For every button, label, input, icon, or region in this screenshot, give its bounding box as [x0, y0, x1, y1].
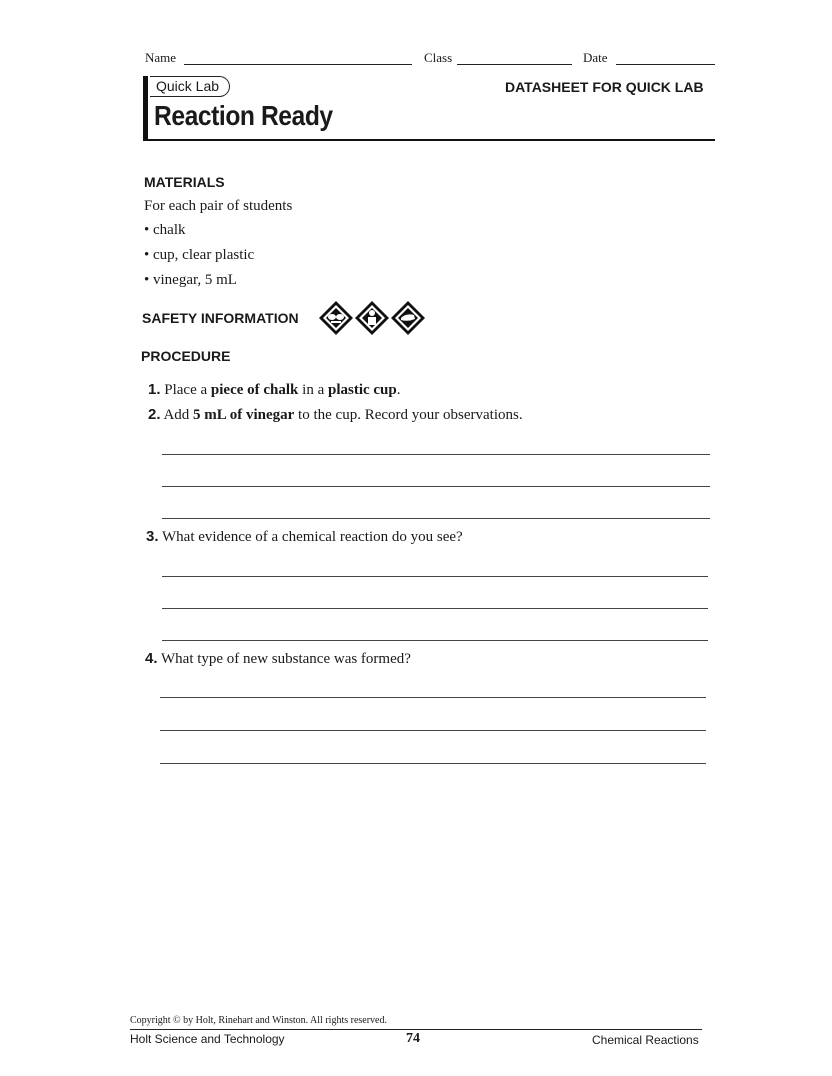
material-item: • cup, clear plastic [144, 247, 255, 263]
procedure-heading: PROCEDURE [141, 348, 231, 364]
date-field[interactable] [616, 64, 715, 65]
materials-heading: MATERIALS [144, 174, 225, 190]
answer-line[interactable] [160, 697, 706, 698]
page-title: Reaction Ready [154, 100, 333, 131]
answer-line[interactable] [160, 763, 706, 764]
chapter-name: Chemical Reactions [592, 1033, 699, 1047]
publisher-name: Holt Science and Technology [130, 1032, 285, 1046]
class-field[interactable] [457, 64, 572, 65]
date-label: Date [583, 50, 608, 65]
title-bar [143, 76, 148, 140]
answer-line[interactable] [162, 640, 708, 641]
quick-lab-badge: Quick Lab [150, 76, 230, 97]
procedure-step-2: 2. Add 5 mL of vinegar to the cup. Record your observations. [148, 406, 523, 423]
answer-line[interactable] [162, 518, 710, 519]
header-divider [143, 139, 715, 141]
datasheet-label: DATASHEET FOR QUICK LAB [505, 79, 704, 95]
procedure-step-3: 3. What evidence of a chemical reaction do you see? [146, 528, 463, 545]
materials-intro: For each pair of students [144, 198, 293, 214]
answer-line[interactable] [162, 454, 710, 455]
answer-line[interactable] [162, 576, 708, 577]
page-number: 74 [406, 1031, 420, 1046]
safety-icons [318, 300, 426, 336]
material-item: • vinegar, 5 mL [144, 272, 237, 288]
answer-line[interactable] [162, 608, 708, 609]
answer-line[interactable] [160, 730, 706, 731]
answer-line[interactable] [162, 486, 710, 487]
name-field[interactable] [184, 64, 412, 65]
footer-divider [130, 1029, 702, 1030]
name-label: Name [145, 50, 177, 65]
procedure-step-1: 1. Place a piece of chalk in a plastic cup. [148, 381, 401, 398]
copyright-text: Copyright © by Holt, Rinehart and Winston. All rights reserved. [130, 1015, 387, 1026]
clothing-protection-icon [355, 301, 389, 335]
eye-protection-icon [319, 301, 353, 335]
material-item: • chalk [144, 222, 186, 238]
safety-heading: SAFETY INFORMATION [142, 310, 299, 326]
class-label: Class [424, 50, 453, 65]
hand-safety-icon [391, 301, 425, 335]
procedure-step-4: 4. What type of new substance was formed? [145, 650, 411, 667]
